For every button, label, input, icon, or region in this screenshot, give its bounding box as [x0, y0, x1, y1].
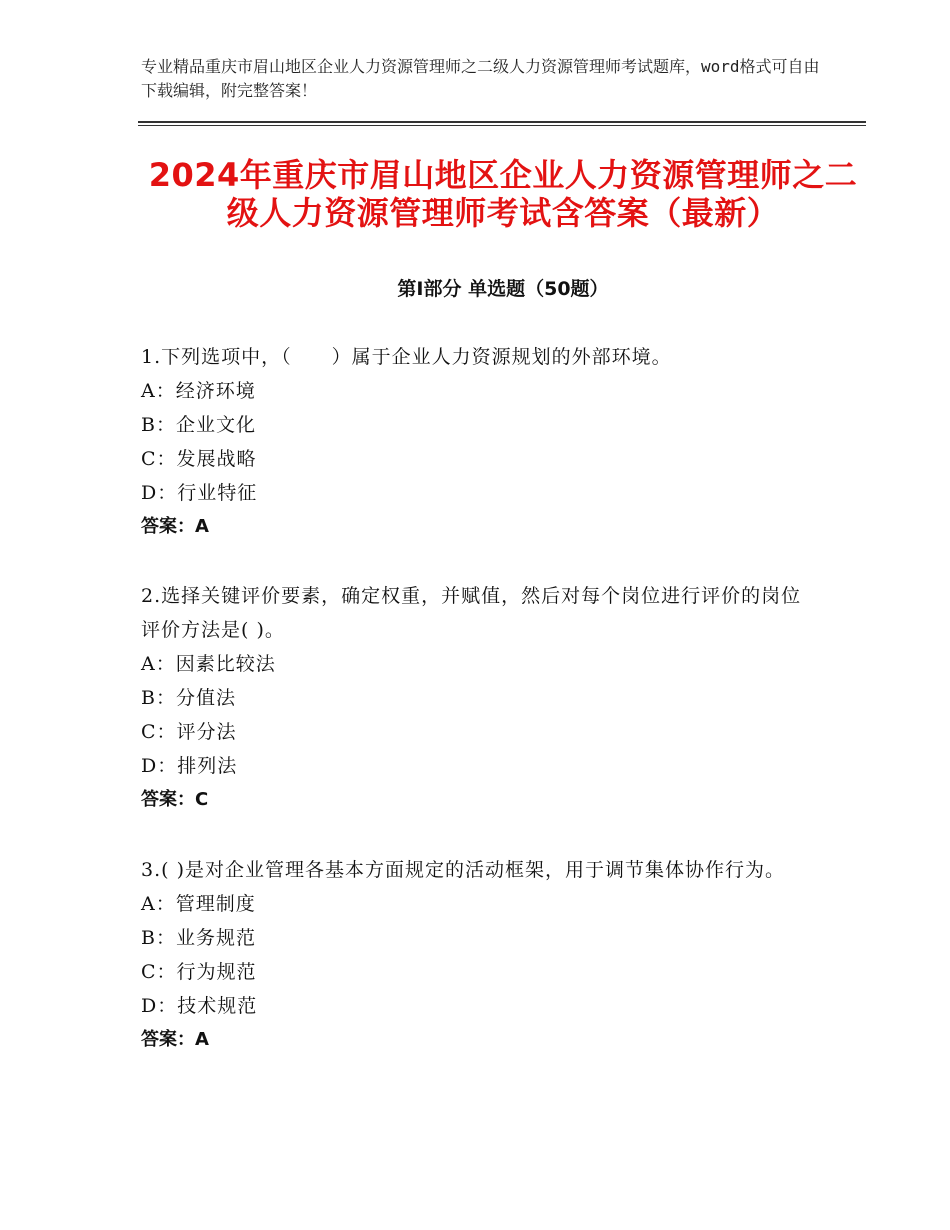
option-b: B：企业文化	[141, 414, 256, 436]
header-divider-thin	[138, 125, 866, 126]
option-d: D：排列法	[141, 755, 238, 777]
question-1	[141, 340, 821, 544]
header-note: 专业精品重庆市眉山地区企业人力资源管理师之二级人力资源管理师考试题库，word格式可自由下载编辑，附完整答案！	[141, 57, 820, 100]
answer-line: 答案：A	[141, 516, 209, 537]
option-a: A：因素比较法	[141, 653, 276, 675]
question-stem: 1.下列选项中，（ ）属于企业人力资源规划的外部环境。	[141, 346, 672, 368]
option-a: A：经济环境	[141, 380, 256, 402]
header-divider-thick	[138, 121, 866, 123]
option-d: D：行业特征	[141, 482, 258, 504]
question-stem: 3.( )是对企业管理各基本方面规定的活动框架，用于调节集体协作行为。	[141, 859, 785, 881]
answer-line: 答案：A	[141, 1029, 209, 1050]
option-d: D：技术规范	[141, 995, 258, 1017]
option-c: C：行为规范	[141, 961, 257, 983]
option-c: C：评分法	[141, 721, 237, 743]
option-b: B：业务规范	[141, 927, 256, 949]
answer-line: 答案：C	[141, 789, 209, 810]
option-b: B：分值法	[141, 687, 236, 709]
question-2	[141, 579, 821, 817]
option-c: C：发展战略	[141, 448, 257, 470]
document-title: 2024年重庆市眉山地区企业人力资源管理师之二级人力资源管理师考试含答案（最新）	[148, 156, 858, 232]
section-heading: 第Ⅰ部分 单选题（50题）	[397, 278, 609, 300]
option-a: A：管理制度	[141, 893, 256, 915]
question-3	[141, 853, 821, 1057]
question-stem: 2.选择关键评价要素，确定权重，并赋值，然后对每个岗位进行评价的岗位评价方法是( )。	[141, 585, 802, 641]
